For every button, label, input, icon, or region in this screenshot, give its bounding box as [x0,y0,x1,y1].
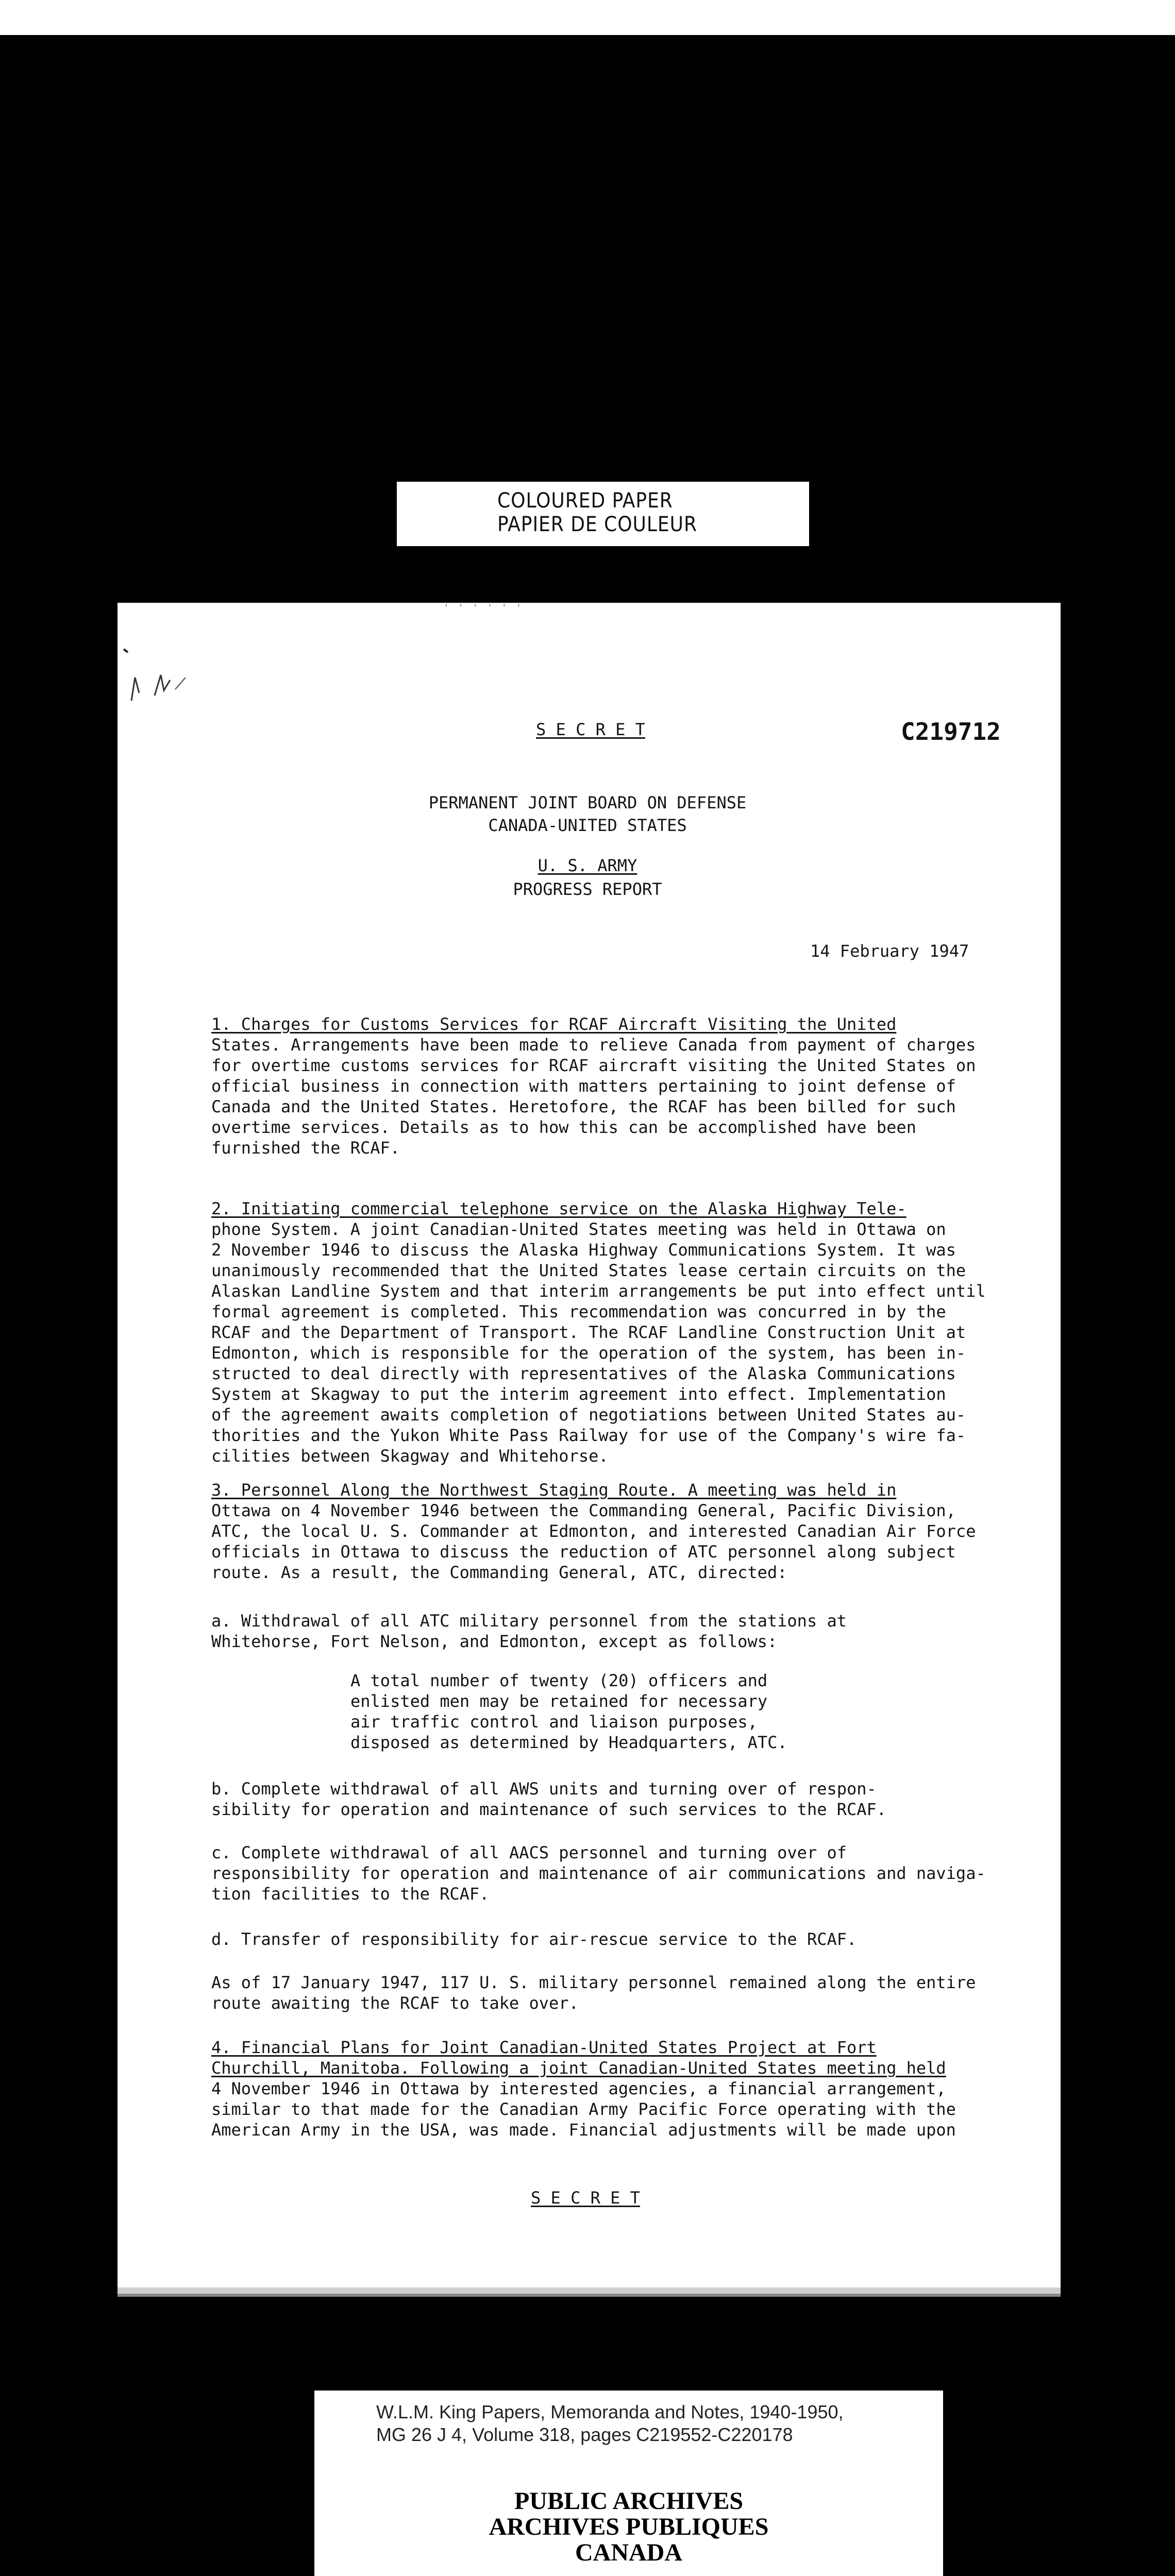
coloured-paper-stamp [397,482,809,546]
paragraph-line: Alaskan Landline System and that interim arrangements be put into effect until [211,1281,986,1301]
paragraph-2 [211,1198,1046,1466]
paragraph-line: 4 November 1946 in Ottawa by interested agencies, a financial arrangement, [211,2079,946,2098]
paragraph-line: route. As a result, the Commanding General, ATC, directed: [211,1563,787,1582]
paragraph-line: Whitehorse, Fort Nelson, and Edmonton, except as follows: [211,1632,778,1651]
paragraph-line: furnished the RCAF. [211,1138,400,1158]
paragraph-line: phone System. A joint Canadian-United States meeting was held in Ottawa on [211,1219,946,1239]
paragraph-3b [211,1778,1046,1820]
paragraph-line: ATC, the local U. S. Commander at Edmonton, and interested Canadian Air Force [211,1521,976,1541]
board-title: PERMANENT JOINT BOARD ON DEFENSE [428,793,747,812]
archive-name-country: CANADA [575,2539,682,2566]
paragraph-line: disposed as determined by Headquarters, ATC. [350,1733,787,1752]
paragraph-line: 4. Financial Plans for Joint Canadian-United States Project at Fort [211,2038,877,2057]
paragraph-3a-quote [350,1670,1175,1753]
paragraph-line: official business in connection with matters pertaining to joint defense of [211,1076,956,1096]
page-edge-shadow-dark [118,2294,1061,2297]
archive-reference-line-2: MG 26 J 4, Volume 318, pages C219552-C220178 [376,2424,793,2445]
paragraph-line: As of 17 January 1947, 117 U. S. military personnel remained along the entire [211,1973,976,1992]
paragraph-3 [211,1480,1046,1583]
paragraph-line: cilities between Skagway and Whitehorse. [211,1446,609,1466]
paragraph-line: b. Complete withdrawal of all AWS units and turning over of respon- [211,1779,877,1799]
paragraph-line: responsibility for operation and maintenance of air communications and naviga- [211,1863,986,1883]
paragraph-line: formal agreement is completed. This recommendation was concurred in by the [211,1302,946,1321]
paragraph-line: Churchill, Manitoba. Following a joint Canadian-United States meeting held [211,2058,946,2078]
paragraph-3c [211,1842,1046,1904]
paragraph-line: for overtime customs services for RCAF aircraft visiting the United States on [211,1056,976,1075]
classification-bottom: S E C R E T [531,2188,640,2208]
archive-name [314,2488,943,2566]
archive-name-en: PUBLIC ARCHIVES [514,2487,744,2515]
paragraph-line: unanimously recommended that the United States lease certain circuits on the [211,1261,966,1280]
paragraph-line: Edmonton, which is responsible for the operation of the system, has been in- [211,1343,966,1363]
paragraph-line: d. Transfer of responsibility for air-rescue service to the RCAF. [211,1929,857,1949]
paragraph-line: overtime services. Details as to how this can be accomplished have been [211,1117,916,1137]
paragraph-line: tion facilities to the RCAF. [211,1884,490,1904]
page-top-marks: ' ' ' ' ' ' [443,602,523,614]
paragraph-line: structed to deal directly with representatives of the Alaska Communications [211,1364,956,1383]
report-heading: PROGRESS REPORT [513,879,662,899]
archives-stamp [314,2391,943,2576]
paragraph-line: a. Withdrawal of all ATC military personnel from the stations at [211,1611,847,1631]
report-date: 14 February 1947 [810,941,969,961]
paragraph-line: officials in Ottawa to discuss the reduction of ATC personnel along subject [211,1542,956,1562]
paragraph-line: c. Complete withdrawal of all AACS personnel and turning over of [211,1843,847,1862]
paragraph-line: similar to that made for the Canadian Army Pacific Force operating with the [211,2099,956,2119]
stamp-line-2: PAPIER DE COULEUR [497,513,698,536]
paragraph-line: enlisted men may be retained for necessary [350,1691,768,1711]
paragraph-1 [211,1014,1046,1158]
paragraph-line: System at Skagway to put the interim agreement into effect. Implementation [211,1384,946,1404]
paragraph-line: 2 November 1946 to discuss the Alaska Highway Communications System. It was [211,1240,956,1260]
paragraph-line: thorities and the Yukon White Pass Railway for use of the Company's wire fa- [211,1426,966,1445]
classification-top: S E C R E T [536,720,645,739]
top-white-band [0,0,1175,35]
paragraph-line: Ottawa on 4 November 1946 between the Commanding General, Pacific Division, [211,1501,956,1520]
paragraph-4 [211,2037,1046,2140]
archive-reference [376,2401,844,2446]
paragraph-line: route awaiting the RCAF to take over. [211,1993,579,2013]
handwritten-scribble-icon [103,629,237,721]
paragraph-line: air traffic control and liaison purposes, [350,1712,758,1732]
paragraph-line: 3. Personnel Along the Northwest Staging Route. A meeting was held in [211,1480,897,1500]
archive-name-fr: ARCHIVES PUBLIQUES [489,2513,769,2540]
paragraph-line: Canada and the United States. Heretofore, the RCAF has been billed for such [211,1097,956,1116]
board-subtitle: CANADA-UNITED STATES [488,816,687,835]
page-edge-shadow [118,2287,1061,2294]
paragraph-line: States. Arrangements have been made to relieve Canada from payment of charges [211,1035,976,1055]
paragraph-line: of the agreement awaits completion of negotiations between United States au- [211,1405,966,1425]
paragraph-line: A total number of twenty (20) officers and [350,1671,768,1690]
paragraph-line: 1. Charges for Customs Services for RCAF Aircraft Visiting the United [211,1014,897,1034]
paragraph-line: RCAF and the Department of Transport. The RCAF Landline Construction Unit at [211,1323,966,1342]
document-number: C219712 [901,718,1001,745]
paragraph-line: sibility for operation and maintenance of such services to the RCAF. [211,1800,887,1819]
paragraph-line: American Army in the USA, was made. Financial adjustments will be made upon [211,2120,956,2140]
archive-reference-line-1: W.L.M. King Papers, Memoranda and Notes, 1940-1950, [376,2401,844,2422]
paragraph-3d [211,1929,1046,1950]
paragraph-3a [211,1611,1046,1652]
stamp-line-1: COLOURED PAPER [497,489,673,513]
paragraph-3-end [211,1972,1046,2013]
paragraph-line: 2. Initiating commercial telephone service on the Alaska Highway Tele- [211,1199,907,1218]
army-heading: U. S. ARMY [538,856,637,875]
